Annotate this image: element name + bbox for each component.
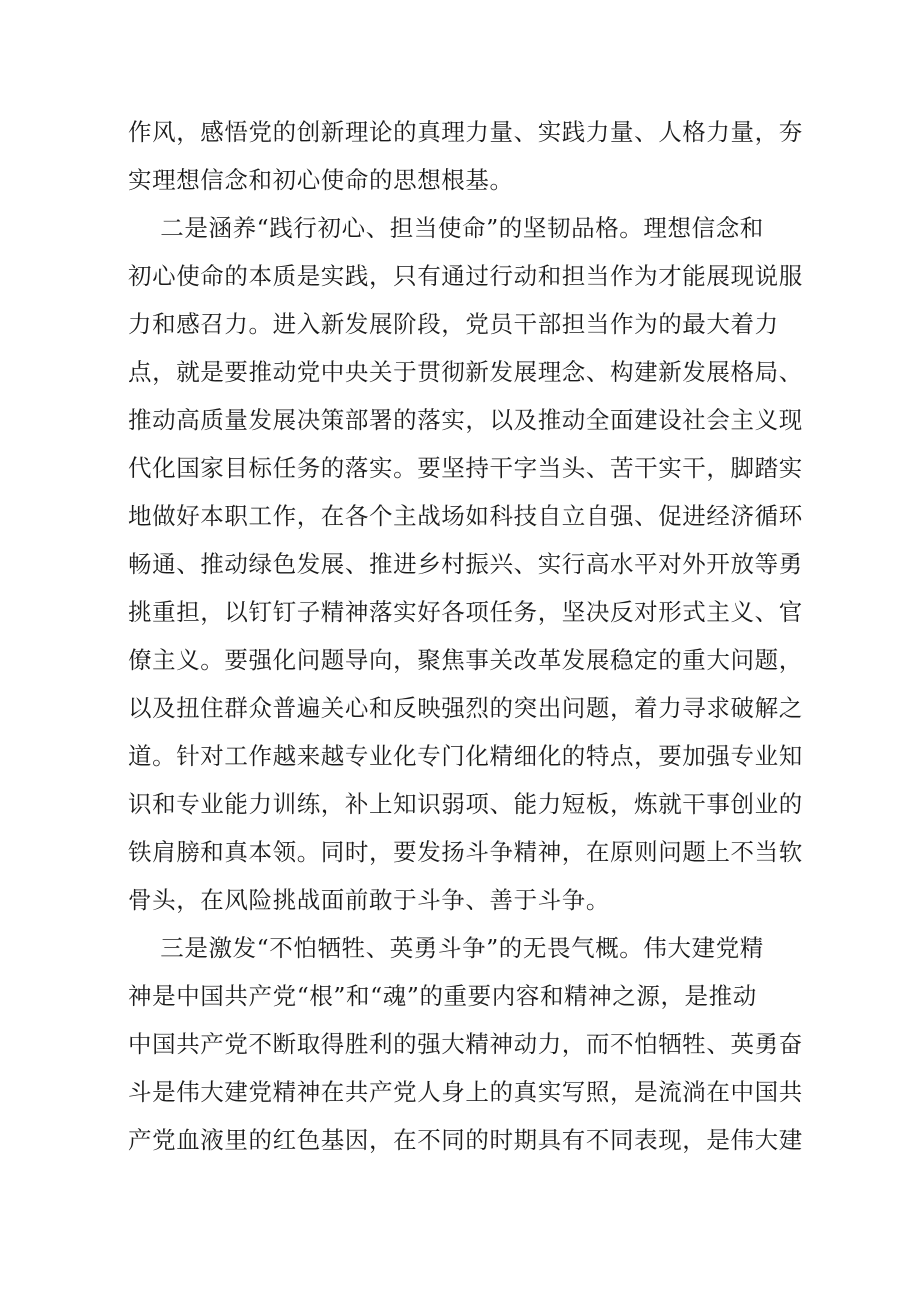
text-line: 铁肩膀和真本领。同时，要发扬斗争精神，在原则问题上不当软 [128,838,803,866]
paragraph-start-line: 二是涵养“践行初心、担当使命”的坚韧品格。理想信念和 [128,214,764,242]
text-line: 初心使命的本质是实践，只有通过行动和担当作为才能展现说服 [128,262,803,290]
text-line: 僚主义。要强化问题导向，聚焦事关改革发展稳定的重大问题， [128,646,803,674]
text-line: 识和专业能力训练，补上知识弱项、能力短板，炼就干事创业的 [128,790,803,818]
text-line: 中国共产党不断取得胜利的强大精神动力，而不怕牺牲、英勇奋 [128,1030,803,1058]
body-text [128,108,803,1164]
text-line: 骨头，在风险挑战面前敢于斗争、善于斗争。 [128,886,610,914]
text-line: 作风，感悟党的创新理论的真理力量、实践力量、人格力量，夯 [128,118,803,146]
text-line: 以及扭住群众普遍关心和反映强烈的突出问题，着力寻求破解之 [128,694,803,722]
text-line: 畅通、推动绿色发展、推进乡村振兴、实行高水平对外开放等勇 [128,550,803,578]
paragraph-start-line: 三是激发“不怕牺牲、英勇斗争”的无畏气概。伟大建党精 [128,934,764,962]
text-line: 挑重担，以钉钉子精神落实好各项任务，坚决反对形式主义、官 [128,598,803,626]
text-line: 道。针对工作越来越专业化专门化精细化的特点，要加强专业知 [128,742,803,770]
text-line: 实理想信念和初心使命的思想根基。 [128,166,514,194]
text-line: 神是中国共产党“根”和“魂”的重要内容和精神之源，是推动 [128,982,757,1010]
text-line: 力和感召力。进入新发展阶段，党员干部担当作为的最大着力 [128,310,779,338]
text-line: 产党血液里的红色基因，在不同的时期具有不同表现，是伟大建 [128,1126,803,1154]
text-line: 斗是伟大建党精神在共产党人身上的真实写照，是流淌在中国共 [128,1078,803,1106]
text-line: 点，就是要推动党中央关于贯彻新发展理念、构建新发展格局、 [128,358,803,386]
text-line: 代化国家目标任务的落实。要坚持干字当头、苦干实干，脚踏实 [128,454,803,482]
text-line: 推动高质量发展决策部署的落实，以及推动全面建设社会主义现 [128,406,803,434]
text-line: 地做好本职工作，在各个主战场如科技自立自强、促进经济循环 [128,502,803,530]
